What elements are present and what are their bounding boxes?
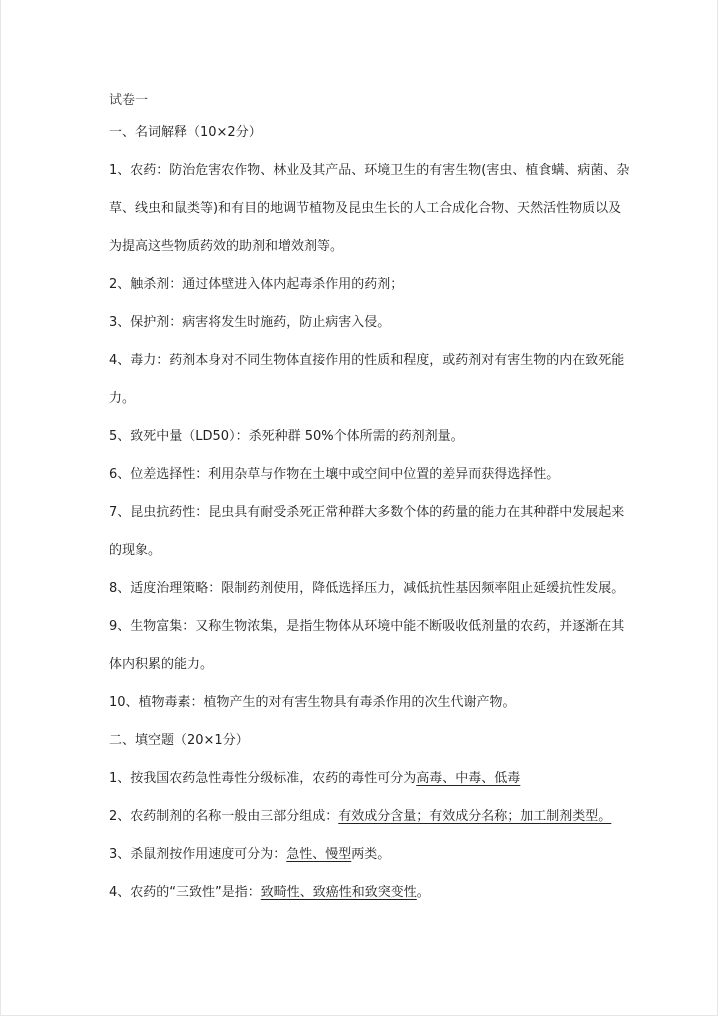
definition-item-1 [109,152,630,266]
question-suffix: 。 [416,885,430,900]
question-text: 3、杀鼠剂按作用速度可分为： [109,847,287,862]
definition-item-7 [109,494,625,570]
definition-item-9 [109,608,625,684]
answer-text: 有效成分含量；有效成分名称；加工制剂类型。 [338,809,612,824]
definition-item-10 [109,684,615,722]
question-text: 1、按我国农药急性毒性分级标准，农药的毒性可分为 [109,771,417,786]
definition-line: 8、适度治理策略：限制药剂使用，降低选择压力，减低抗性基因频率阻止延缓抗性发展。 [109,581,625,596]
definition-line: 5、致死中量（LD50）：杀死种群 50%个体所需的药剂剂量。 [109,429,464,444]
definition-line: 力。 [109,391,136,406]
fill-blank-question-3 [109,836,615,874]
answer-text: 高毒、中毒、低毒 [416,771,521,786]
question-text: 4、农药的“三致性”是指： [109,885,261,900]
definition-line: 为提高这些物质药效的助剂和增效剂等。 [109,239,344,254]
definition-line: 的现象。 [109,543,162,558]
definition-line: 草、线虫和鼠类等)和有目的地调节植物及昆虫生长的人工合成化合物、天然活性物质以及 [109,201,622,216]
fill-blank-question-2 [109,798,615,836]
definition-item-6 [109,456,615,494]
definition-item-4 [109,342,625,418]
definition-line: 3、保护剂：病害将发生时施药，防止病害入侵。 [109,315,391,330]
answer-text: 致畸性、致癌性和致突变性 [260,885,417,900]
fill-blank-question-1 [109,760,615,798]
definition-line: 4、毒力：药剂本身对不同生物体直接作用的性质和程度，或药剂对有害生物的内在致死能 [109,353,625,368]
section-2-heading: 二、填空题（20×1分） [109,733,249,748]
definition-line: 2、触杀剂：通过体壁进入体内起毒杀作用的药剂； [109,277,404,292]
question-suffix: 两类。 [351,847,391,862]
fill-blank-question-4 [109,874,615,912]
definition-line: 1、农药：防治危害农作物、林业及其产品、环境卫生的有害生物(害虫、植食螨、病菌、杂 [109,163,630,178]
definition-item-5 [109,418,615,456]
definition-line: 9、生物富集：又称生物浓集，是指生物体从环境中能不断吸收低剂量的农药，并逐渐在其 [109,619,625,634]
question-text: 2、农药制剂的名称一般由三部分组成： [109,809,339,824]
document-content [109,88,630,912]
definition-line: 6、位差选择性：利用杂草与作物在土壤中或空间中位置的差异而获得选择性。 [109,467,560,482]
section-1-heading: 一、名词解释（10×2分） [109,125,262,140]
definition-line: 体内积累的能力。 [109,657,214,672]
answer-text: 急性、慢型 [286,847,352,862]
definition-line: 7、昆虫抗药性：昆虫具有耐受杀死正常种群大多数个体的药量的能力在其种群中发展起来 [109,505,625,520]
definition-item-8 [109,570,625,608]
definition-item-2 [109,266,615,304]
exam-title: 试卷一 [109,93,149,108]
definition-line: 10、植物毒素：植物产生的对有害生物具有毒杀作用的次生代谢产物。 [109,695,516,710]
definition-item-3 [109,304,615,342]
